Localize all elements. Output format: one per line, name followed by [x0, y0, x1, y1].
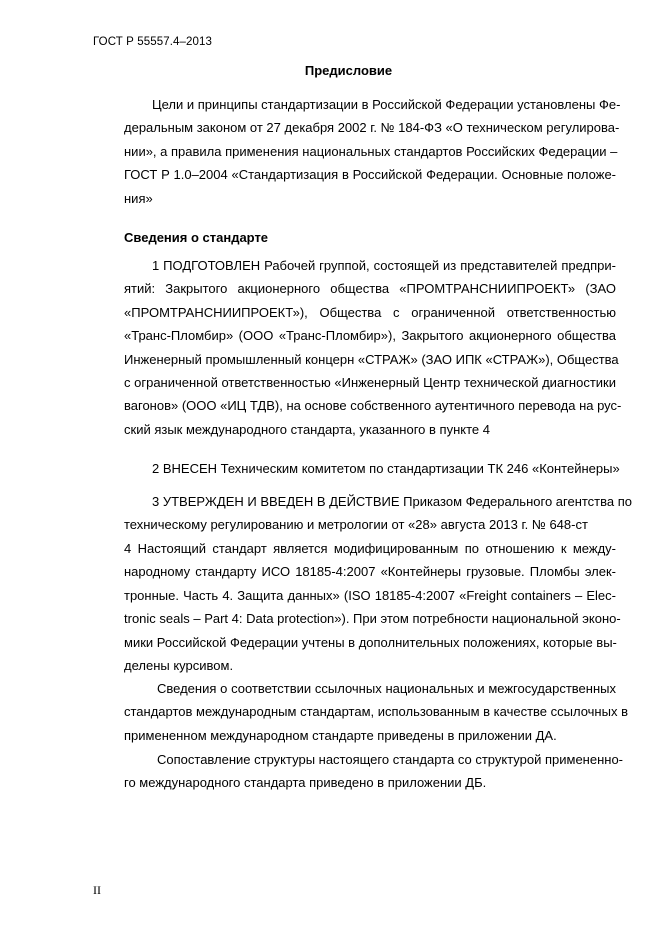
intro-line: Цели и принципы стандартизации в Российской Федерации установлены Фе-	[152, 97, 621, 112]
item-2-paragraph	[124, 457, 620, 480]
section-title: Сведения о стандарте	[124, 230, 269, 245]
item-2-line: 2 ВНЕСЕН Техническим комитетом по стандартизации ТК 246 «Контейнеры»	[152, 461, 620, 476]
intro-line: деральным законом от 27 декабря 2002 г. № 184-ФЗ «О техническом регулирова-	[124, 120, 620, 136]
item-4-line: делены курсивом.	[124, 657, 234, 673]
item-4-line: тронные. Часть 4. Защита данных» (ISO 18185-4:2007 «Freight containers – Elec-	[124, 587, 616, 603]
references-line: Сведения о соответствии ссылочных национальных и межгосударственных	[157, 681, 616, 696]
intro-paragraph	[124, 93, 621, 210]
item-4-line: мики Российской Федерации учтены в дополнительных положениях, которые вы-	[124, 634, 617, 650]
intro-line: ГОСТ Р 1.0–2004 «Стандартизация в Российской Федерации. Основные положе-	[124, 167, 616, 183]
page-number: II	[93, 883, 101, 897]
item-1-line: с ограниченной ответственностью «Инженерный Центр технической диагностики	[124, 374, 616, 390]
item-4-paragraph	[124, 537, 621, 677]
structure-line: го международного стандарта приведено в приложении ДБ.	[124, 775, 487, 791]
item-3-paragraph	[124, 490, 633, 537]
references-line: примененном международном стандарте приведены в приложении ДА.	[124, 727, 557, 743]
item-3-line: 3 УТВЕРЖДЕН И ВВЕДЕН В ДЕЙСТВИЕ Приказом Федерального агентства по	[152, 494, 633, 509]
references-paragraph	[124, 677, 628, 747]
intro-line: ния»	[124, 190, 153, 206]
item-1-paragraph	[124, 254, 622, 441]
item-4-line: tronic seals – Part 4: Data protection»). При этом потребности национальной эконо-	[124, 611, 621, 627]
structure-line: Сопоставление структуры настоящего стандарта со структурой примененно-	[157, 752, 624, 767]
references-line: стандартов международным стандартам, использованным в качестве ссылочных в	[124, 704, 628, 720]
page-title: Предисловие	[304, 63, 393, 78]
item-1-line: «Транс-Пломбир» (ООО «Транс-Пломбир»), Закрытого акционерного общества	[124, 328, 616, 344]
item-1-line: «ПРОМТРАНСНИИПРОЕКТ»), Общества с ограниченной ответственностью	[124, 304, 616, 320]
item-1-line: Инженерный промышленный концерн «СТРАЖ» (ЗАО ИПК «СТРАЖ»), Общества	[124, 351, 619, 367]
item-1-line: ский язык международного стандарта, указанного в пункте 4	[124, 421, 490, 437]
item-4-line: 4 Настоящий стандарт является модифицированным по отношению к между-	[124, 541, 616, 556]
document-code-header: ГОСТ Р 55557.4–2013	[93, 36, 212, 48]
intro-line: нии», а правила применения национальных стандартов Российских Федерации –	[124, 143, 618, 159]
item-1-line: 1 ПОДГОТОВЛЕН Рабочей группой, состоящей из представителей предпри-	[152, 258, 616, 273]
item-1-line: ятий: Закрытого акционерного общества «ПРОМТРАНСНИИПРОЕКТ» (ЗАО	[124, 281, 616, 297]
structure-paragraph	[124, 748, 624, 795]
item-4-line: народному стандарту ИСО 18185-4:2007 «Контейнеры грузовые. Пломбы элек-	[124, 564, 616, 580]
item-1-line: вагонов» (ООО «ИЦ ТДВ), на основе собственного аутентичного перевода на рус-	[124, 398, 622, 414]
item-3-line: техническому регулированию и метрологии от «28» августа 2013 г. № 648-ст	[124, 517, 588, 533]
